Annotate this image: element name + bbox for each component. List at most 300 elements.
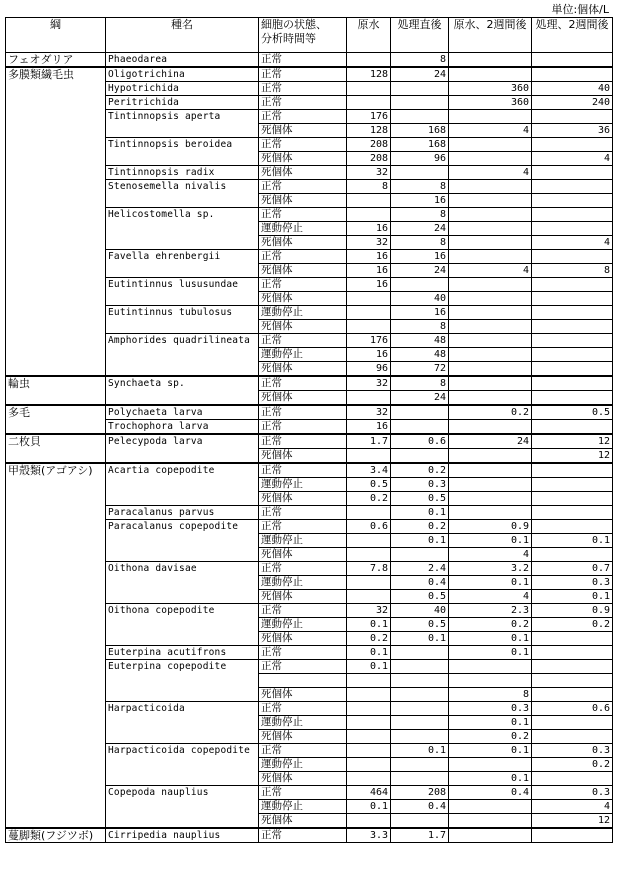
value-treated: 16 bbox=[391, 194, 449, 208]
value-raw-2w bbox=[449, 208, 532, 222]
value-raw bbox=[347, 391, 391, 406]
value-raw: 8 bbox=[347, 180, 391, 194]
species-cell: Oithona copepodite bbox=[106, 604, 259, 646]
value-raw: 32 bbox=[347, 166, 391, 180]
class-cell: 二枚貝 bbox=[6, 434, 106, 463]
value-treated-2w: 4 bbox=[532, 152, 613, 166]
value-raw-2w: 0.1 bbox=[449, 576, 532, 590]
status-cell: 死個体 bbox=[259, 449, 347, 464]
status-cell: 正常 bbox=[259, 250, 347, 264]
status-cell: 正常 bbox=[259, 702, 347, 716]
value-treated: 168 bbox=[391, 124, 449, 138]
value-treated bbox=[391, 674, 449, 688]
value-raw-2w bbox=[449, 306, 532, 320]
value-treated-2w: 0.2 bbox=[532, 618, 613, 632]
header-row bbox=[6, 18, 613, 53]
species-cell: Synchaeta sp. bbox=[106, 376, 259, 405]
value-treated-2w bbox=[532, 420, 613, 435]
value-raw bbox=[347, 53, 391, 68]
value-treated-2w bbox=[532, 376, 613, 391]
value-raw bbox=[347, 688, 391, 702]
species-cell: Cirripedia nauplius bbox=[106, 828, 259, 843]
value-raw: 0.6 bbox=[347, 520, 391, 534]
value-treated-2w: 0.3 bbox=[532, 576, 613, 590]
value-raw: 1.7 bbox=[347, 434, 391, 449]
status-cell: 正常 bbox=[259, 376, 347, 391]
class-cell: 蔓脚類(フジツボ) bbox=[6, 828, 106, 843]
table-row bbox=[6, 434, 613, 449]
value-treated: 0.1 bbox=[391, 506, 449, 520]
value-treated bbox=[391, 548, 449, 562]
value-treated-2w bbox=[532, 632, 613, 646]
status-cell: 運動停止 bbox=[259, 306, 347, 320]
value-raw-2w: 4 bbox=[449, 264, 532, 278]
value-raw bbox=[347, 576, 391, 590]
species-cell: Eutintinnus lususundae bbox=[106, 278, 259, 306]
species-cell: Paracalanus parvus bbox=[106, 506, 259, 520]
value-raw-2w bbox=[449, 334, 532, 348]
value-treated: 0.5 bbox=[391, 618, 449, 632]
value-treated-2w: 0.5 bbox=[532, 405, 613, 420]
plankton-table bbox=[5, 17, 613, 843]
value-treated-2w: 12 bbox=[532, 434, 613, 449]
status-cell: 正常 bbox=[259, 660, 347, 674]
value-treated bbox=[391, 688, 449, 702]
status-cell: 正常 bbox=[259, 786, 347, 800]
value-raw-2w: 2.3 bbox=[449, 604, 532, 618]
value-raw-2w: 0.3 bbox=[449, 702, 532, 716]
value-raw: 128 bbox=[347, 67, 391, 82]
value-raw-2w: 360 bbox=[449, 96, 532, 110]
species-cell: Tintinnopsis aperta bbox=[106, 110, 259, 138]
species-cell: Phaeodarea bbox=[106, 53, 259, 68]
value-raw bbox=[347, 208, 391, 222]
value-treated-2w bbox=[532, 688, 613, 702]
status-cell: 運動停止 bbox=[259, 618, 347, 632]
value-raw: 176 bbox=[347, 334, 391, 348]
status-cell: 死個体 bbox=[259, 814, 347, 829]
value-raw-2w: 0.1 bbox=[449, 716, 532, 730]
value-treated: 24 bbox=[391, 222, 449, 236]
status-cell: 死個体 bbox=[259, 194, 347, 208]
value-treated-2w bbox=[532, 646, 613, 660]
value-raw: 16 bbox=[347, 420, 391, 435]
header-raw: 原水 bbox=[347, 18, 391, 53]
value-raw: 32 bbox=[347, 376, 391, 391]
value-treated-2w bbox=[532, 730, 613, 744]
species-cell: Oithona davisae bbox=[106, 562, 259, 604]
value-treated-2w bbox=[532, 520, 613, 534]
value-treated-2w bbox=[532, 306, 613, 320]
value-raw-2w: 3.2 bbox=[449, 562, 532, 576]
value-treated: 8 bbox=[391, 180, 449, 194]
status-cell: 死個体 bbox=[259, 320, 347, 334]
value-raw bbox=[347, 590, 391, 604]
value-treated: 40 bbox=[391, 292, 449, 306]
value-raw: 0.5 bbox=[347, 478, 391, 492]
value-treated: 0.3 bbox=[391, 478, 449, 492]
species-cell: Copepoda nauplius bbox=[106, 786, 259, 829]
value-treated-2w: 36 bbox=[532, 124, 613, 138]
status-cell: 死個体 bbox=[259, 264, 347, 278]
value-treated: 8 bbox=[391, 236, 449, 250]
value-treated: 0.1 bbox=[391, 632, 449, 646]
value-raw-2w bbox=[449, 391, 532, 406]
status-cell: 正常 bbox=[259, 463, 347, 478]
value-treated-2w bbox=[532, 250, 613, 264]
value-treated-2w bbox=[532, 548, 613, 562]
unit-label: 単位:個体/L bbox=[551, 3, 609, 16]
value-raw-2w bbox=[449, 660, 532, 674]
value-treated-2w: 240 bbox=[532, 96, 613, 110]
value-raw bbox=[347, 674, 391, 688]
value-raw bbox=[347, 534, 391, 548]
status-cell: 死個体 bbox=[259, 772, 347, 786]
species-cell: Peritrichida bbox=[106, 96, 259, 110]
value-treated-2w bbox=[532, 492, 613, 506]
value-treated: 24 bbox=[391, 391, 449, 406]
value-treated-2w bbox=[532, 362, 613, 377]
status-cell: 正常 bbox=[259, 53, 347, 68]
status-cell: 正常 bbox=[259, 82, 347, 96]
status-cell: 運動停止 bbox=[259, 576, 347, 590]
value-raw bbox=[347, 548, 391, 562]
value-raw-2w bbox=[449, 420, 532, 435]
value-raw bbox=[347, 772, 391, 786]
value-treated bbox=[391, 716, 449, 730]
status-cell: 正常 bbox=[259, 208, 347, 222]
value-treated bbox=[391, 449, 449, 464]
value-raw-2w: 4 bbox=[449, 124, 532, 138]
header-class: 綱 bbox=[6, 18, 106, 53]
value-raw-2w: 24 bbox=[449, 434, 532, 449]
value-raw bbox=[347, 730, 391, 744]
value-treated-2w: 0.6 bbox=[532, 702, 613, 716]
value-treated-2w bbox=[532, 278, 613, 292]
value-treated-2w bbox=[532, 391, 613, 406]
value-raw-2w bbox=[449, 674, 532, 688]
value-raw-2w bbox=[449, 348, 532, 362]
value-raw-2w bbox=[449, 180, 532, 194]
value-treated: 24 bbox=[391, 264, 449, 278]
value-raw-2w: 0.1 bbox=[449, 534, 532, 548]
value-raw-2w: 0.2 bbox=[449, 405, 532, 420]
value-treated-2w bbox=[532, 138, 613, 152]
status-cell: 正常 bbox=[259, 562, 347, 576]
status-cell: 正常 bbox=[259, 67, 347, 82]
status-cell: 正常 bbox=[259, 405, 347, 420]
header-treated: 処理直後 bbox=[391, 18, 449, 53]
value-treated-2w bbox=[532, 320, 613, 334]
table-row bbox=[6, 53, 613, 68]
status-cell: 死個体 bbox=[259, 688, 347, 702]
value-treated: 0.1 bbox=[391, 744, 449, 758]
value-treated: 0.6 bbox=[391, 434, 449, 449]
status-cell: 正常 bbox=[259, 180, 347, 194]
value-raw-2w bbox=[449, 376, 532, 391]
status-cell: 死個体 bbox=[259, 124, 347, 138]
value-raw: 3.3 bbox=[347, 828, 391, 843]
value-raw-2w: 0.1 bbox=[449, 646, 532, 660]
value-treated-2w bbox=[532, 194, 613, 208]
value-treated-2w bbox=[532, 506, 613, 520]
value-raw-2w: 0.2 bbox=[449, 730, 532, 744]
value-treated-2w: 0.3 bbox=[532, 744, 613, 758]
species-cell: Favella ehrenbergii bbox=[106, 250, 259, 278]
species-cell: Harpacticoida bbox=[106, 702, 259, 744]
value-raw: 0.2 bbox=[347, 492, 391, 506]
value-raw: 208 bbox=[347, 152, 391, 166]
value-raw: 208 bbox=[347, 138, 391, 152]
value-treated: 0.5 bbox=[391, 590, 449, 604]
value-raw bbox=[347, 194, 391, 208]
value-treated bbox=[391, 110, 449, 124]
value-raw: 16 bbox=[347, 264, 391, 278]
value-raw-2w bbox=[449, 463, 532, 478]
value-treated-2w: 0.7 bbox=[532, 562, 613, 576]
value-treated-2w bbox=[532, 67, 613, 82]
value-raw bbox=[347, 702, 391, 716]
value-raw bbox=[347, 716, 391, 730]
value-treated: 8 bbox=[391, 320, 449, 334]
class-cell: フェオダリア bbox=[6, 53, 106, 68]
value-treated bbox=[391, 702, 449, 716]
species-cell: Polychaeta larva bbox=[106, 405, 259, 420]
value-raw: 0.1 bbox=[347, 618, 391, 632]
value-treated: 0.4 bbox=[391, 800, 449, 814]
value-treated bbox=[391, 772, 449, 786]
value-raw-2w: 0.4 bbox=[449, 786, 532, 800]
status-cell: 死個体 bbox=[259, 492, 347, 506]
status-cell: 正常 bbox=[259, 420, 347, 435]
status-cell: 正常 bbox=[259, 110, 347, 124]
value-raw bbox=[347, 744, 391, 758]
value-raw-2w bbox=[449, 53, 532, 68]
header-raw-2w: 原水、2週間後 bbox=[449, 18, 532, 53]
value-treated bbox=[391, 278, 449, 292]
value-raw bbox=[347, 306, 391, 320]
value-treated-2w: 0.1 bbox=[532, 534, 613, 548]
species-cell: Euterpina copepodite bbox=[106, 660, 259, 702]
value-treated: 208 bbox=[391, 786, 449, 800]
value-raw-2w: 0.1 bbox=[449, 632, 532, 646]
value-treated: 8 bbox=[391, 53, 449, 68]
value-treated-2w bbox=[532, 348, 613, 362]
value-treated-2w bbox=[532, 334, 613, 348]
value-treated-2w bbox=[532, 716, 613, 730]
value-treated-2w bbox=[532, 292, 613, 306]
table-row bbox=[6, 67, 613, 82]
value-raw-2w bbox=[449, 506, 532, 520]
status-cell: 死個体 bbox=[259, 548, 347, 562]
value-treated: 48 bbox=[391, 334, 449, 348]
value-raw: 0.2 bbox=[347, 632, 391, 646]
value-raw-2w bbox=[449, 278, 532, 292]
value-raw-2w bbox=[449, 800, 532, 814]
value-raw: 464 bbox=[347, 786, 391, 800]
value-treated-2w bbox=[532, 772, 613, 786]
value-raw-2w bbox=[449, 828, 532, 843]
class-cell: 多毛 bbox=[6, 405, 106, 434]
value-raw: 16 bbox=[347, 250, 391, 264]
status-cell: 正常 bbox=[259, 744, 347, 758]
value-raw-2w bbox=[449, 138, 532, 152]
value-raw bbox=[347, 449, 391, 464]
value-raw: 3.4 bbox=[347, 463, 391, 478]
species-cell: Paracalanus copepodite bbox=[106, 520, 259, 562]
value-treated-2w bbox=[532, 463, 613, 478]
value-treated bbox=[391, 166, 449, 180]
status-cell: 正常 bbox=[259, 434, 347, 449]
status-cell bbox=[259, 674, 347, 688]
species-cell: Acartia copepodite bbox=[106, 463, 259, 506]
value-raw-2w bbox=[449, 758, 532, 772]
value-treated: 72 bbox=[391, 362, 449, 377]
value-treated bbox=[391, 82, 449, 96]
value-raw: 7.8 bbox=[347, 562, 391, 576]
status-cell: 正常 bbox=[259, 138, 347, 152]
status-cell: 正常 bbox=[259, 646, 347, 660]
value-raw-2w: 0.1 bbox=[449, 744, 532, 758]
value-raw-2w bbox=[449, 362, 532, 377]
value-treated bbox=[391, 814, 449, 829]
value-raw: 176 bbox=[347, 110, 391, 124]
value-raw-2w bbox=[449, 67, 532, 82]
class-cell: 多膜類繊毛虫 bbox=[6, 67, 106, 376]
class-cell: 輪虫 bbox=[6, 376, 106, 405]
value-treated: 8 bbox=[391, 376, 449, 391]
value-treated-2w: 4 bbox=[532, 236, 613, 250]
value-treated-2w bbox=[532, 828, 613, 843]
value-treated bbox=[391, 660, 449, 674]
value-treated-2w: 4 bbox=[532, 800, 613, 814]
value-raw: 128 bbox=[347, 124, 391, 138]
status-cell: 正常 bbox=[259, 278, 347, 292]
species-cell: Stenosemella nivalis bbox=[106, 180, 259, 208]
value-treated bbox=[391, 646, 449, 660]
value-treated bbox=[391, 730, 449, 744]
value-treated: 8 bbox=[391, 208, 449, 222]
value-raw-2w: 4 bbox=[449, 548, 532, 562]
value-raw bbox=[347, 82, 391, 96]
header-species: 種名 bbox=[106, 18, 259, 53]
value-treated bbox=[391, 405, 449, 420]
status-cell: 死個体 bbox=[259, 730, 347, 744]
value-raw bbox=[347, 320, 391, 334]
value-raw: 32 bbox=[347, 604, 391, 618]
status-cell: 死個体 bbox=[259, 590, 347, 604]
value-raw: 0.1 bbox=[347, 660, 391, 674]
value-treated: 0.1 bbox=[391, 534, 449, 548]
status-cell: 正常 bbox=[259, 506, 347, 520]
table-row bbox=[6, 463, 613, 478]
status-cell: 運動停止 bbox=[259, 478, 347, 492]
value-raw-2w bbox=[449, 250, 532, 264]
status-cell: 死個体 bbox=[259, 632, 347, 646]
status-cell: 正常 bbox=[259, 96, 347, 110]
status-cell: 運動停止 bbox=[259, 716, 347, 730]
value-raw-2w: 4 bbox=[449, 166, 532, 180]
value-treated: 96 bbox=[391, 152, 449, 166]
value-raw bbox=[347, 506, 391, 520]
species-cell: Tintinnopsis radix bbox=[106, 166, 259, 180]
value-raw-2w: 0.1 bbox=[449, 772, 532, 786]
value-raw-2w bbox=[449, 814, 532, 829]
value-raw-2w bbox=[449, 478, 532, 492]
value-raw-2w bbox=[449, 292, 532, 306]
species-cell: Amphorides quadrilineata bbox=[106, 334, 259, 377]
species-cell: Tintinnopsis beroidea bbox=[106, 138, 259, 166]
value-raw-2w bbox=[449, 320, 532, 334]
value-treated: 2.4 bbox=[391, 562, 449, 576]
species-cell: Hypotrichida bbox=[106, 82, 259, 96]
table-row bbox=[6, 828, 613, 843]
value-treated-2w bbox=[532, 222, 613, 236]
value-treated: 168 bbox=[391, 138, 449, 152]
value-treated: 40 bbox=[391, 604, 449, 618]
status-cell: 死個体 bbox=[259, 152, 347, 166]
status-cell: 正常 bbox=[259, 604, 347, 618]
value-raw: 96 bbox=[347, 362, 391, 377]
value-treated: 24 bbox=[391, 67, 449, 82]
table-row bbox=[6, 405, 613, 420]
value-raw bbox=[347, 96, 391, 110]
value-raw-2w: 4 bbox=[449, 590, 532, 604]
value-treated: 1.7 bbox=[391, 828, 449, 843]
species-cell: Harpacticoida copepodite bbox=[106, 744, 259, 786]
status-cell: 死個体 bbox=[259, 292, 347, 306]
value-treated-2w bbox=[532, 674, 613, 688]
value-raw: 0.1 bbox=[347, 646, 391, 660]
value-treated-2w bbox=[532, 208, 613, 222]
value-raw bbox=[347, 758, 391, 772]
value-treated-2w: 0.1 bbox=[532, 590, 613, 604]
value-treated: 0.4 bbox=[391, 576, 449, 590]
class-cell: 甲殻類(アゴアシ) bbox=[6, 463, 106, 828]
value-treated-2w bbox=[532, 180, 613, 194]
status-cell: 運動停止 bbox=[259, 758, 347, 772]
value-treated: 48 bbox=[391, 348, 449, 362]
value-treated: 16 bbox=[391, 250, 449, 264]
value-raw-2w bbox=[449, 236, 532, 250]
value-treated: 0.5 bbox=[391, 492, 449, 506]
value-treated-2w: 8 bbox=[532, 264, 613, 278]
species-cell: Trochophora larva bbox=[106, 420, 259, 435]
species-cell: Oligotrichina bbox=[106, 67, 259, 82]
value-raw-2w: 8 bbox=[449, 688, 532, 702]
value-raw: 16 bbox=[347, 348, 391, 362]
species-cell: Eutintinnus tubulosus bbox=[106, 306, 259, 334]
value-raw-2w bbox=[449, 152, 532, 166]
status-cell: 死個体 bbox=[259, 166, 347, 180]
value-treated-2w: 0.3 bbox=[532, 786, 613, 800]
value-raw-2w bbox=[449, 194, 532, 208]
value-treated-2w bbox=[532, 110, 613, 124]
value-raw: 0.1 bbox=[347, 800, 391, 814]
value-raw bbox=[347, 814, 391, 829]
species-cell: Helicostomella sp. bbox=[106, 208, 259, 250]
value-treated-2w bbox=[532, 478, 613, 492]
value-raw-2w bbox=[449, 222, 532, 236]
value-raw-2w: 0.2 bbox=[449, 618, 532, 632]
value-raw-2w: 360 bbox=[449, 82, 532, 96]
value-treated-2w: 12 bbox=[532, 449, 613, 464]
table-body bbox=[6, 53, 613, 843]
status-cell: 運動停止 bbox=[259, 534, 347, 548]
status-cell: 運動停止 bbox=[259, 800, 347, 814]
header-treated-2w: 処理、2週間後 bbox=[532, 18, 613, 53]
value-raw-2w bbox=[449, 110, 532, 124]
